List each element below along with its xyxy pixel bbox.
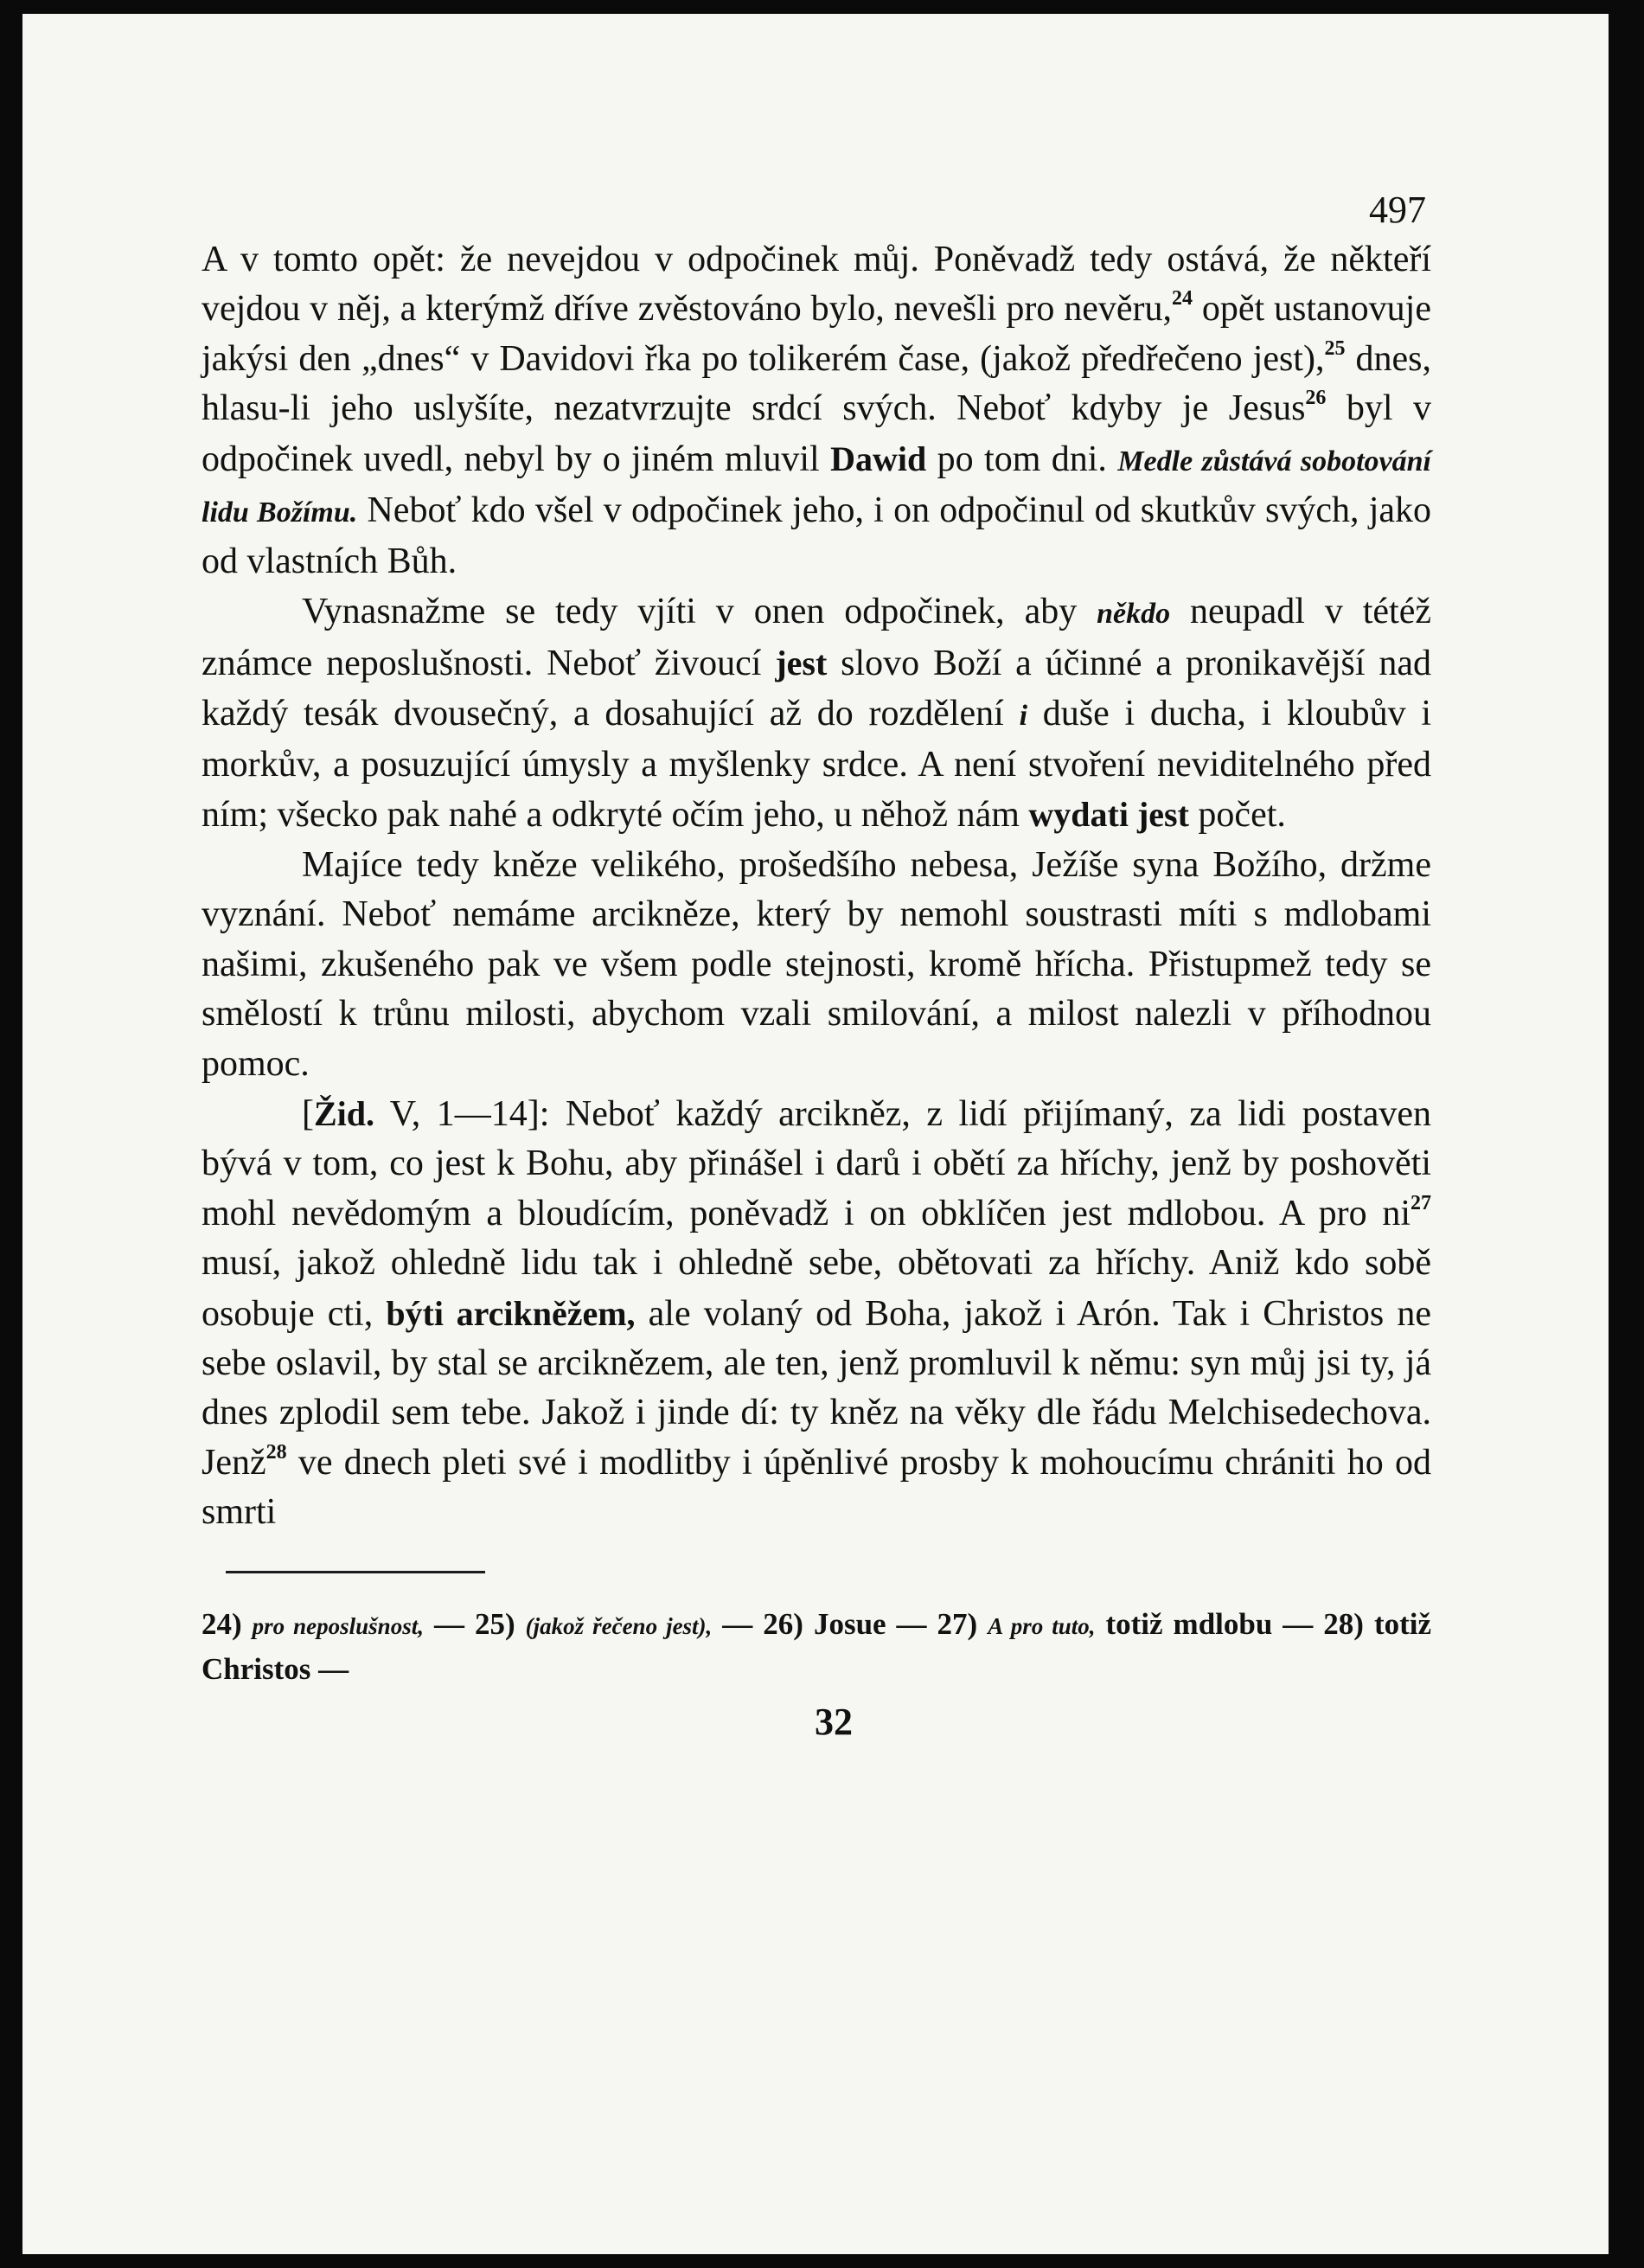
page-number: 497 [1369,189,1426,231]
text-run: ale volaný od Boha, jakož i Arón. Tak i Christos ne sebe oslavil, by stal se arciknězem, ale ten, jenž promluvil k němu: syn můj jsi ty, já dnes zplodil sem tebe. Jakož i jinde dí: ty kněz na věky dle řádu Melchisedechova. Jenž [202,1293,1432,1483]
text-run: — 25) [423,1606,526,1641]
text-run: A v tomto opět: že nevejdou v odpočinek můj. Poněvadž tedy ostává, že někteří vejdou v něj, a kterýmž dříve zvěstováno bylo, nevešli pro nevěru, [202,240,1431,330]
text-run: opět ustanovuje jakýsi den „dnes“ v Davidovi řka po tolikerém čase, (jakož předřečeno jest), [202,289,1431,379]
printer-signature: 32 [815,1700,853,1743]
fraktur-text: Žid. [314,1093,375,1133]
text-run: [ [302,1093,314,1134]
fraktur-text: jest [775,644,828,683]
paragraph [202,235,1431,587]
fraktur-text: býti arcikněžem, [386,1293,636,1333]
italic-text: i [1019,699,1028,732]
text-run: dnes, hlasu-li jeho uslyšíte, nezatvrzujte srdcí svých. Neboť kdyby je Jesus [202,338,1431,429]
text-block [202,185,1431,1784]
italic-text: pro neposlušnost, [252,1612,424,1639]
italic-text: někdo [1097,597,1171,630]
italic-text: (jakož řečeno jest), [525,1612,713,1639]
footnote-divider [226,1571,485,1573]
text-run: po tom dni. [926,439,1118,479]
paragraph [202,1089,1431,1538]
text-run: musí, jakož ohledně lidu tak i ohledně sebe, obětovati za hříchy. Aniž kdo sobě osobuje cti, [202,1243,1431,1334]
text-run: byl v odpočinek uvedl, nebyl by o jiném mluvil [202,388,1431,479]
text-run: Neboť kdo všel v odpočinek jeho, i on odpočinul od skutkův svých, jako od vlastních Bůh. [202,490,1432,582]
fraktur-text: Dawid [830,439,927,478]
footnotes [202,1603,1431,1691]
text-run: 24) [202,1606,253,1641]
footnote-ref: 26 [1305,387,1327,410]
footnote-ref: 24 [1172,287,1193,311]
fraktur-text: wydati jest [1028,795,1189,835]
footnote-ref: 25 [1324,336,1346,360]
text-run: Vynasnažme se tedy vjíti v onen odpočinek, aby [302,591,1097,631]
text-run: V, 1—14]: Neboť každý arcikněz, z lidí přijímaný, za lidi postaven bývá v tom, co jest k Bohu, aby přinášel i darů i obětí za hříchy, jenž by poshověti mohl nevědomým a bloudícím, poněvadž i on obklíčen jest mdlobou. A pro ni [202,1093,1431,1233]
book-page [22,14,1609,2254]
paragraph [202,841,1431,1089]
text-run: slovo Boží a účinné a pronikavější nad každý tesák dvousečný, a dosahující až do rozdělení [202,644,1431,734]
text-run: neupadl v tétéž známce neposlušnosti. Neboť živoucí [202,591,1432,684]
text-run: totiž mdlobu — 28) totiž Christos — [202,1606,1432,1686]
text-run: ve dnech pleti své i modlitby i úpěnlivé prosby k mohoucímu chrániti ho od smrti [202,1442,1431,1533]
text-run: počet. [1188,795,1286,836]
footnote-ref: 28 [265,1440,287,1464]
text-run: duše i ducha, i kloubův i morkův, a posuzující úmysly a myšlenky srdce. A není stvoření neviditelného před ním; všecko pak nahé a odkryté očím jeho, u něhož nám [202,693,1431,836]
text-run: Majíce tedy kněze velikého, prošedšího nebesa, Ježíše syna Božího, držme vyznání. Neboť nemáme arcikněze, který by nemohl soustrasti míti s mdlobami našimi, zkušeného pak ve všem podle stejnosti, kromě hřícha. Přistupmež tedy se smělostí k trůnu milosti, abychom vzali smilování, a milost nalezli v příhodnou pomoc. [202,844,1431,1084]
italic-text: Medle zůstává sobotování lidu Božímu. [202,445,1431,529]
text-run: — 26) Josue — 27) [712,1606,988,1641]
paragraph [202,587,1431,841]
italic-text: A pro tuto, [988,1612,1096,1639]
footnote-ref: 27 [1411,1191,1431,1214]
